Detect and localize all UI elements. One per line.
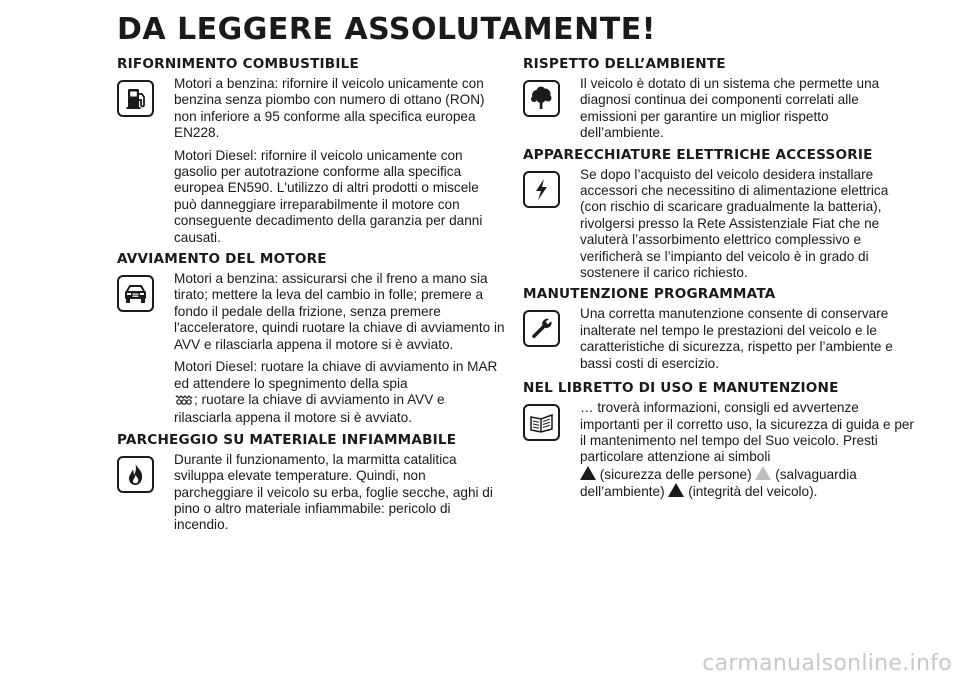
section-heading: AVVIAMENTO DEL MOTORE (117, 251, 327, 268)
section-heading: MANUTENZIONE PROGRAMMATA (523, 286, 776, 303)
section-flammable (117, 432, 505, 534)
lightning-icon (523, 171, 560, 208)
tree-icon (523, 80, 560, 117)
paragraph: Motori Diesel: rifornire il veicolo unicamente con gasolio per autotrazione conforme alla specifica europea EN590. L'utilizzo di altri prodotti o miscele può danneggiare irreparabilmente il motore con conseguente decadimento della garanzia per danni causati. (174, 147, 483, 245)
paragraph: Motori a benzina: assicurarsi che il freno a mano sia tirato; mettere la leva del cambio in folle; premere a fondo il pedale della frizione, senza premere l'acceleratore, quindi ruotare la chiave di avviamento in AVV e rilasciarla appena il motore si è avviato. (174, 271, 505, 352)
paragraph: Durante il funzionamento, la marmitta catalitica sviluppa elevate temperature. Quindi, non parcheggiare il veicolo su erba, foglie secche, aghi di pino o altro materiale infiammabile: pericolo di incendio. (174, 451, 493, 533)
section-heading: RISPETTO DELL’AMBIENTE (523, 56, 726, 72)
paragraph (580, 400, 915, 500)
section-engine-start (117, 251, 505, 427)
vehicle-text: (integrità del veicolo). (688, 484, 818, 500)
watermark: carmanualsonline.info (702, 651, 952, 676)
paragraph: Il veicolo è dotato di un sistema che permette una diagnosi continua dei componenti correlati alle emissioni per garantire un miglior rispetto dell’ambiente. (580, 76, 880, 141)
right-column (523, 56, 915, 506)
environment-text: (salvaguardia dell’ambiente) (580, 466, 857, 500)
section-maintenance (523, 286, 915, 372)
paragraph: Motori a benzina: rifornire il veicolo unicamente con benzina senza piombo con numero di ottano (RON) non inferiore a 95 conforme alla specifica europea EN228. (174, 76, 485, 141)
section-heading: PARCHEGGIO SU MATERIALE INFIAMMABILE (117, 431, 457, 448)
paragraph: Una corretta manutenzione consente di conservare inalterate nel tempo le prestazioni del veicolo e le caratteristiche di sicurezza, rispetto per l’ambiente e bassi costi di esercizio. (580, 306, 893, 371)
section-heading: APPARECCHIATURE ELETTRICHE ACCESSORIE (523, 146, 873, 163)
fuel-pump-icon (117, 80, 154, 117)
paragraph: Se dopo l’acquisto del veicolo desidera installare accessori che necessitino di alimentazione elettrica (con rischio di scaricare gradualmente la batteria), rivolgersi presso la Rete Assistenziale Fiat che ne valuterà l’assorbimento elettrico complessivo e verificherà se l’impianto del veicolo è in grado di sostenere il carico richiesto. (580, 166, 889, 281)
section-heading: RIFORNIMENTO COMBUSTIBILE (117, 56, 359, 72)
glow-plug-icon (174, 394, 194, 410)
section-refueling (117, 56, 505, 246)
car-icon (117, 275, 154, 312)
warning-triangle-icon (580, 466, 596, 480)
paragraph (174, 359, 505, 427)
section-electrical (523, 147, 915, 282)
fire-icon (117, 456, 154, 493)
wrench-icon (523, 310, 560, 347)
book-icon (523, 404, 560, 441)
vehicle-triangle-icon (668, 483, 684, 497)
section-manual (523, 380, 915, 500)
diesel-text-start: Motori Diesel: ruotare la chiave di avviamento in MAR ed attendere lo spegnimento della spia (174, 359, 498, 391)
diesel-text-end: ; ruotare la chiave di avviamento in AVV e rilasciarla appena il motore si è avviato. (174, 391, 445, 426)
environment-triangle-icon (755, 466, 771, 480)
section-environment (523, 56, 915, 142)
safety-text: (sicurezza delle persone) (599, 466, 752, 482)
page-title: DA LEGGERE ASSOLUTAMENTE! (117, 12, 656, 47)
left-column (117, 56, 505, 539)
manual-intro-text: … troverà informazioni, consigli ed avvertenze importanti per il corretto uso, la sicurezza di guida e per il mantenimento nel tempo del Suo veicolo. Presti particolare attenzione ai simboli (580, 400, 914, 465)
section-heading: NEL LIBRETTO DI USO E MANUTENZIONE (523, 380, 839, 397)
